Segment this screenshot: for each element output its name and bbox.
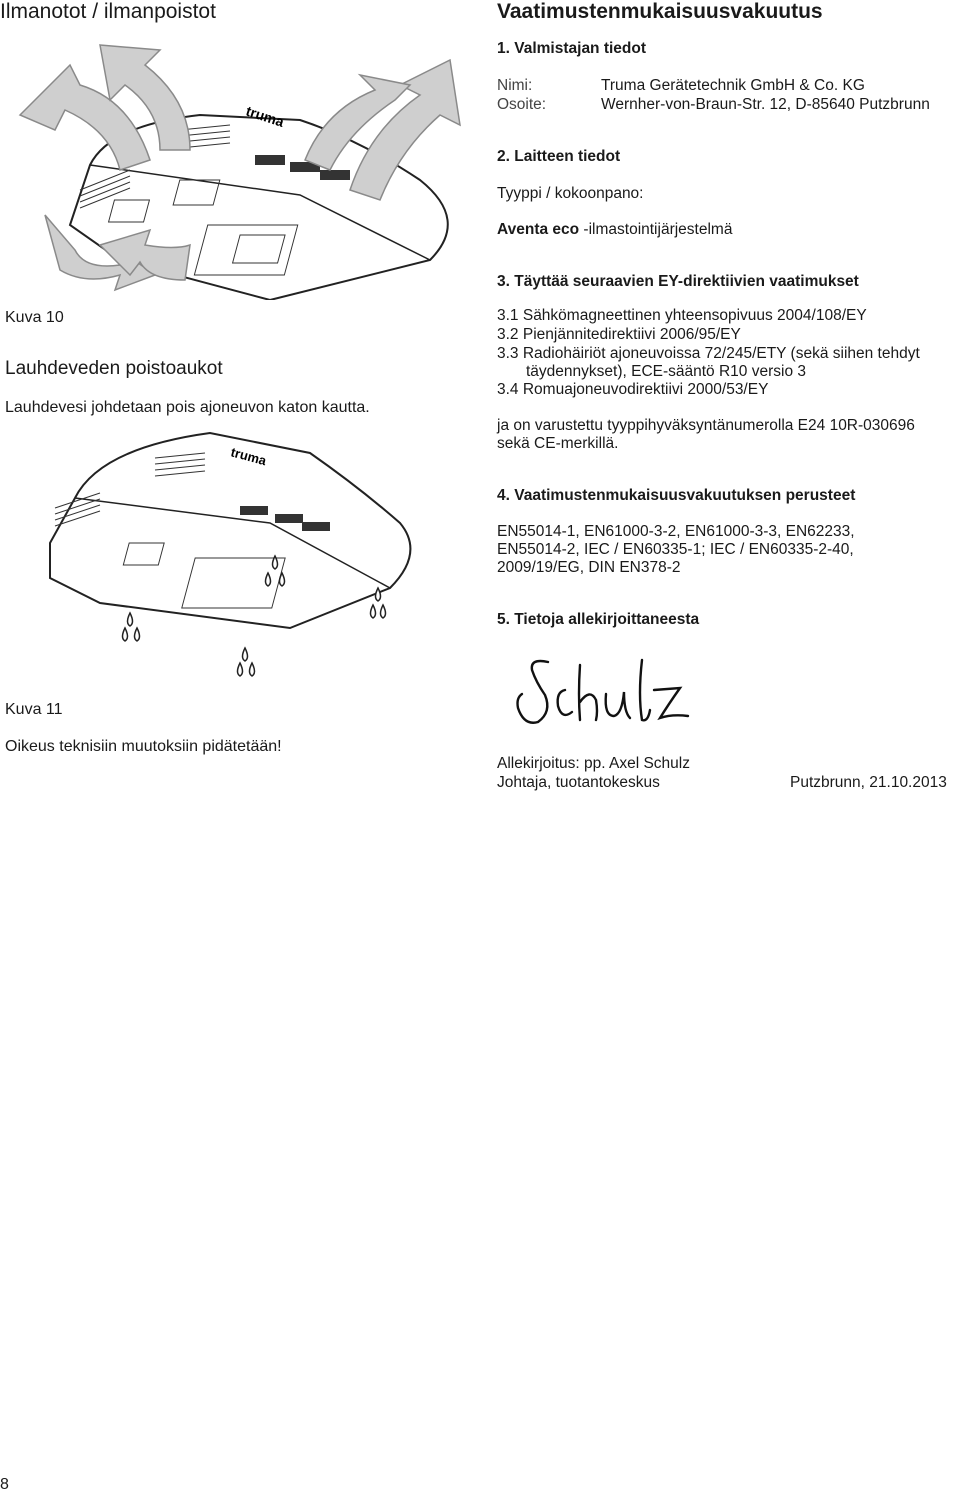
section1-title: 1. Valmistajan tiedot	[497, 40, 647, 57]
standards-line: EN55014-2, IEC / EN60335-1; IEC / EN60335-2-40,	[497, 541, 854, 558]
approval-note-line1: ja on varustettu tyyppihyväksyntänumerolla E24 10R-030696	[497, 417, 915, 434]
section4-title: 4. Vaatimustenmukaisuusvakuutuksen perusteet	[497, 487, 856, 504]
left-heading: Ilmanotot / ilmanpoistot	[0, 0, 216, 23]
page-number: 8	[0, 1476, 9, 1493]
figure11-illustration	[40, 428, 440, 678]
right-heading: Vaatimustenmukaisuusvakuutus	[497, 0, 823, 23]
signature-image	[510, 650, 695, 735]
standards-line: EN55014-1, EN61000-3-2, EN61000-3-3, EN62233,	[497, 523, 855, 540]
figure10-description: Lauhdevesi johdetaan pois ajoneuvon katon kautta.	[5, 399, 370, 416]
product-name: Aventa eco	[497, 221, 580, 238]
figure11-description: Oikeus teknisiin muutoksiin pidätetään!	[5, 738, 282, 755]
device-product	[497, 220, 732, 239]
section5-title: 5. Tietoja allekirjoittaneesta	[497, 611, 700, 628]
section3-title: 3. Täyttää seuraavien EY-direktiivien vaatimukset	[497, 273, 859, 290]
figure11-label: Kuva 11	[5, 701, 63, 718]
approval-note-line2: sekä CE-merkillä.	[497, 435, 619, 452]
figure10-label: Kuva 10	[5, 309, 64, 326]
section2-title: 2. Laitteen tiedot	[497, 148, 621, 165]
directive-item: 3.3 Radiohäiriöt ajoneuvoissa 72/245/ETY (sekä siihen tehdyt	[497, 345, 920, 362]
device-type-label: Tyyppi / kokoonpano:	[497, 185, 644, 202]
signatory-name: Allekirjoitus: pp. Axel Schulz	[497, 755, 690, 772]
truma-logo: truma	[229, 444, 268, 469]
truma-logo: truma	[244, 102, 287, 130]
figure10-illustration	[0, 30, 470, 300]
manufacturer-address-value: Wernher-von-Braun-Str. 12, D-85640 Putzbrunn	[601, 96, 930, 113]
figure10-title: Lauhdeveden poistoaukot	[5, 358, 223, 379]
place-date: Putzbrunn, 21.10.2013	[790, 774, 947, 791]
directive-item: 3.1 Sähkömagneettinen yhteensopivuus 2004/108/EY	[497, 307, 867, 324]
manufacturer-address-label: Osoite:	[497, 96, 547, 113]
directive-item: 3.4 Romuajoneuvodirektiivi 2000/53/EY	[497, 381, 769, 398]
product-type: -ilmastointijärjestelmä	[579, 221, 733, 238]
manufacturer-name-label: Nimi:	[497, 77, 533, 94]
directive-item-continuation: täydennykset), ECE-sääntö R10 versio 3	[526, 363, 806, 380]
manufacturer-name-value: Truma Gerätetechnik GmbH & Co. KG	[601, 77, 865, 94]
signatory-role: Johtaja, tuotantokeskus	[497, 774, 660, 791]
directive-item: 3.2 Pienjännitedirektiivi 2006/95/EY	[497, 326, 741, 343]
standards-line: 2009/19/EG, DIN EN378-2	[497, 559, 681, 576]
